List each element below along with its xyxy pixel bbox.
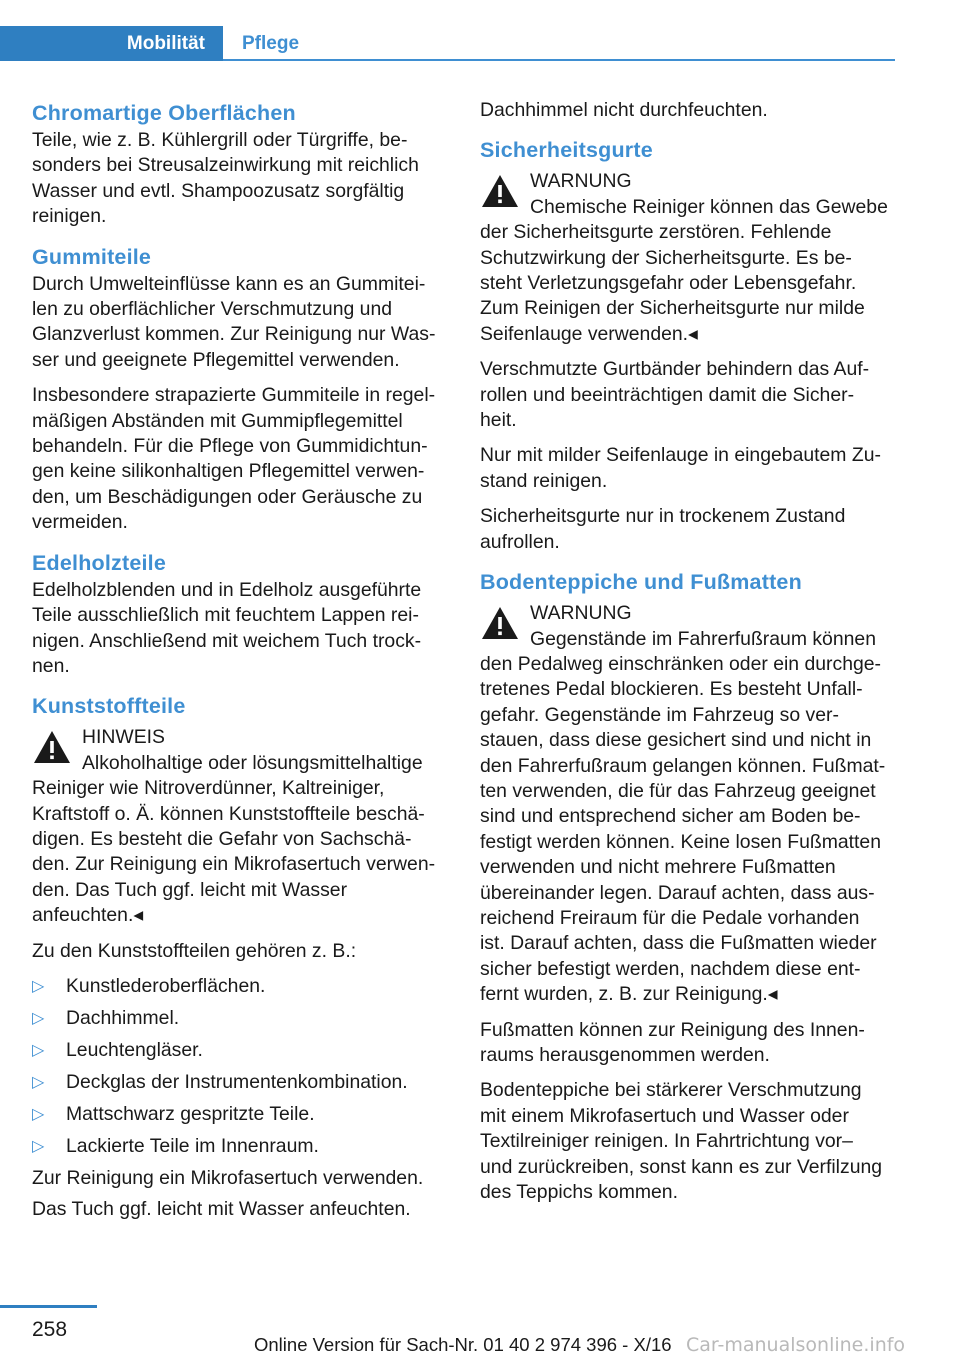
triangle-bullet-icon: ▷ bbox=[32, 977, 45, 995]
warning-first-line: Chemische Reiniger können das Gewebe bbox=[530, 195, 888, 218]
warning-label: WARNUNG bbox=[530, 602, 632, 625]
notice-text bbox=[32, 776, 452, 928]
text-line: Durch Umwelteinflüsse kann es an Gummitei- bbox=[32, 272, 426, 295]
chapter-tabs bbox=[0, 0, 895, 62]
left-column bbox=[32, 98, 452, 1233]
paragraph-gurt-1 bbox=[480, 357, 900, 433]
paragraph-kunststoff-after-2: Das Tuch ggf. leicht mit Wasser anfeuchten. bbox=[32, 1198, 411, 1221]
text-line: Nur mit milder Seifenlauge in eingebautem Zu- bbox=[480, 444, 881, 467]
text-line: verwenden und nicht mehrere Fußmatten bbox=[480, 856, 836, 879]
text-line: tretenes Pedal blockieren. Es besteht Unfall- bbox=[480, 678, 863, 701]
list-item: ▷ Leuchtengläser. bbox=[32, 1038, 452, 1063]
warning-triangle-icon bbox=[480, 173, 520, 209]
warning-label: WARNUNG bbox=[530, 170, 632, 193]
list-item: ▷ Kunstlederoberflächen. bbox=[32, 974, 452, 999]
text-line: den. Zur Reinigung ein Mikrofasertuch verwen- bbox=[32, 853, 436, 876]
paragraph-gurt-3 bbox=[480, 504, 900, 555]
text-line: Textilreiniger reinigen. In Fahrtrichtung vor– bbox=[480, 1130, 853, 1153]
text-line: den Fahrerfußraum gelangen können. Fußmat- bbox=[480, 754, 886, 777]
text-line: vermeiden. bbox=[32, 511, 128, 534]
warning-box-sicherheitsgurte bbox=[480, 169, 900, 347]
footer-accent-line bbox=[0, 1305, 97, 1308]
text-line: gen keine silikonhaltigen Pflegemittel verwen- bbox=[32, 460, 425, 483]
text-line: nigen. Anschließend mit weichem Tuch trock- bbox=[32, 629, 422, 652]
list-item: ▷ Deckglas der Instrumentenkombination. bbox=[32, 1070, 452, 1095]
text-line: Reiniger wie Nitroverdünner, Kaltreiniger, bbox=[32, 777, 385, 800]
text-line: rollen und beeinträchtigen damit die Sicher- bbox=[480, 383, 855, 406]
watermark: Car-manualsonline.info bbox=[686, 1334, 906, 1356]
text-line: sonders bei Streusalzeinwirkung mit reichlich bbox=[32, 154, 419, 177]
text-line: aufrollen. bbox=[480, 530, 560, 553]
text-line: digen. Es besteht die Gefahr von Sachschä- bbox=[32, 827, 412, 850]
heading-bodenteppiche: Bodenteppiche und Fußmatten bbox=[480, 570, 802, 595]
text-line: Glanzverlust kommen. Zur Reinigung nur Was- bbox=[32, 323, 436, 346]
warning-box-fussmatten bbox=[480, 601, 900, 1008]
text-line: Verschmutzte Gurtbänder behindern das Auf- bbox=[480, 358, 870, 381]
heading-chromartige-oberflaechen: Chromartige Oberflächen bbox=[32, 101, 296, 125]
paragraph-fussmatten-1 bbox=[480, 1018, 900, 1069]
text-line: den, um Beschädigungen oder Geräusche zu bbox=[32, 485, 423, 508]
text-line: mäßigen Abständen mit Gummipflegemittel bbox=[32, 409, 403, 432]
heading-edelholzteile: Edelholzteile bbox=[32, 550, 167, 575]
heading-kunststoffteile: Kunststoffteile bbox=[32, 694, 186, 719]
text-line: Schutzwirkung der Sicherheitsgurte. Es be- bbox=[480, 246, 852, 269]
text-line: ser und geeignete Pflegemittel verwenden. bbox=[32, 348, 400, 371]
text-line: gefahr. Gegenstände im Fahrzeug so ver- bbox=[480, 703, 839, 726]
text-line: anfeuchten.◂ bbox=[32, 904, 144, 927]
notice-label: HINWEIS bbox=[82, 726, 165, 749]
warning-triangle-icon bbox=[480, 605, 520, 641]
triangle-bullet-icon: ▷ bbox=[32, 1041, 45, 1059]
paragraph-edelholz bbox=[32, 578, 452, 680]
tab-underline bbox=[223, 59, 895, 61]
paragraph-gurt-2 bbox=[480, 443, 900, 494]
paragraph-gummiteile-1 bbox=[32, 272, 452, 374]
text-line: den. Das Tuch ggf. leicht mit Wasser bbox=[32, 878, 348, 901]
warning-triangle-icon bbox=[32, 729, 72, 765]
triangle-bullet-icon: ▷ bbox=[32, 1105, 45, 1123]
text-line: stauen, dass diese gesichert sind und nicht in bbox=[480, 729, 872, 752]
page-number: 258 bbox=[32, 1318, 68, 1341]
text-line: Wasser und evtl. Shampoozusatz sorgfältig bbox=[32, 179, 405, 202]
text-line: behandeln. Für die Pflege von Gummidichtun- bbox=[32, 435, 428, 458]
heading-sicherheitsgurte: Sicherheitsgurte bbox=[480, 138, 653, 163]
tab-mobilitaet[interactable]: Mobilität bbox=[0, 26, 223, 61]
warning-text bbox=[480, 220, 900, 347]
text-line: der Sicherheitsgurte zerstören. Fehlende bbox=[480, 221, 832, 244]
text-line: nen. bbox=[32, 654, 70, 677]
list-item: ▷ Lackierte Teile im Innenraum. bbox=[32, 1134, 452, 1159]
paragraph-chrome bbox=[32, 128, 452, 230]
paragraph-kunststoff-after-1: Zur Reinigung ein Mikrofasertuch verwenden. bbox=[32, 1166, 424, 1189]
triangle-bullet-icon: ▷ bbox=[32, 1009, 45, 1027]
heading-gummiteile: Gummiteile bbox=[32, 244, 152, 269]
text-line: Kraftstoff o. Ä. können Kunststoffteile beschä- bbox=[32, 802, 425, 825]
text-line: den Pedalweg einschränken oder ein durchge- bbox=[480, 652, 882, 675]
text-line: sicher befestigt werden, nachdem diese ent- bbox=[480, 957, 861, 980]
triangle-bullet-icon: ▷ bbox=[32, 1137, 45, 1155]
text-line: len zu oberflächlicher Verschmutzung und bbox=[32, 298, 393, 321]
text-line: sind und entsprechend sicher am Boden be- bbox=[480, 805, 861, 828]
text-line: Zum Reinigen der Sicherheitsgurte nur milde bbox=[480, 297, 865, 320]
text-line: raums herausgenommen werden. bbox=[480, 1044, 770, 1066]
text-line: Seifenlauge verwenden.◂ bbox=[480, 322, 698, 345]
text-line: ten verwenden, die für das Fahrzeug geeignet bbox=[480, 779, 876, 802]
triangle-bullet-icon: ▷ bbox=[32, 1073, 45, 1091]
notice-box-kunststoff bbox=[32, 725, 452, 928]
text-line: des Teppichs kommen. bbox=[480, 1181, 678, 1204]
text-line: steht Verletzungsgefahr oder Lebensgefahr. bbox=[480, 272, 857, 295]
paragraph-gummiteile-2 bbox=[32, 383, 452, 535]
list-item: ▷ Mattschwarz gespritzte Teile. bbox=[32, 1102, 452, 1127]
paragraph-kunststoff-intro: Zu den Kunststoffteilen gehören z. B.: bbox=[32, 939, 357, 962]
text-line: heit. bbox=[480, 409, 517, 432]
text-line: Teile, wie z. B. Kühlergrill oder Türgriffe, be- bbox=[32, 129, 408, 151]
paragraph-fussmatten-2 bbox=[480, 1078, 900, 1205]
right-column bbox=[480, 98, 900, 1215]
text-line: reinigen. bbox=[32, 205, 107, 228]
notice-first-line: Alkoholhaltige oder lösungsmittelhaltige bbox=[82, 751, 423, 774]
text-line: Bodenteppiche bei stärkerer Verschmutzung bbox=[480, 1079, 862, 1102]
text-line: reichend Freiraum für die Pedale vorhanden bbox=[480, 906, 860, 929]
text-line: und zurückreiben, sonst kann es zur Verfilzung bbox=[480, 1155, 883, 1178]
text-line: Fußmatten können zur Reinigung des Innen- bbox=[480, 1018, 865, 1041]
text-line: übereinander legen. Darauf achten, dass aus- bbox=[480, 881, 875, 904]
text-line: festigt werden können. Keine losen Fußmatten bbox=[480, 830, 881, 853]
tab-pflege[interactable]: Pflege bbox=[242, 32, 300, 54]
text-line: Edelholzblenden und in Edelholz ausgeführte bbox=[32, 578, 422, 601]
list-item: ▷ Dachhimmel. bbox=[32, 1006, 452, 1031]
text-line: mit einem Mikrofasertuch und Wasser oder bbox=[480, 1104, 849, 1127]
text-line: Insbesondere strapazierte Gummiteile in regel- bbox=[32, 384, 436, 407]
text-line: stand reinigen. bbox=[480, 469, 608, 492]
warning-first-line: Gegenstände im Fahrerfußraum können bbox=[530, 627, 876, 650]
paragraph-dachhimmel: Dachhimmel nicht durchfeuchten. bbox=[480, 99, 768, 121]
text-line: Teile ausschließlich mit feuchtem Lappen rei- bbox=[32, 604, 419, 627]
online-version-note: Online Version für Sach-Nr. 01 40 2 974 396 - X/16 bbox=[254, 1334, 672, 1355]
kunststoff-list bbox=[32, 974, 452, 1159]
warning-text bbox=[480, 652, 900, 1008]
text-line: fernt wurden, z. B. zur Reinigung.◂ bbox=[480, 983, 778, 1006]
text-line: ist. Darauf achten, dass die Fußmatten wieder bbox=[480, 932, 877, 955]
text-line: Sicherheitsgurte nur in trockenem Zustand bbox=[480, 505, 846, 528]
